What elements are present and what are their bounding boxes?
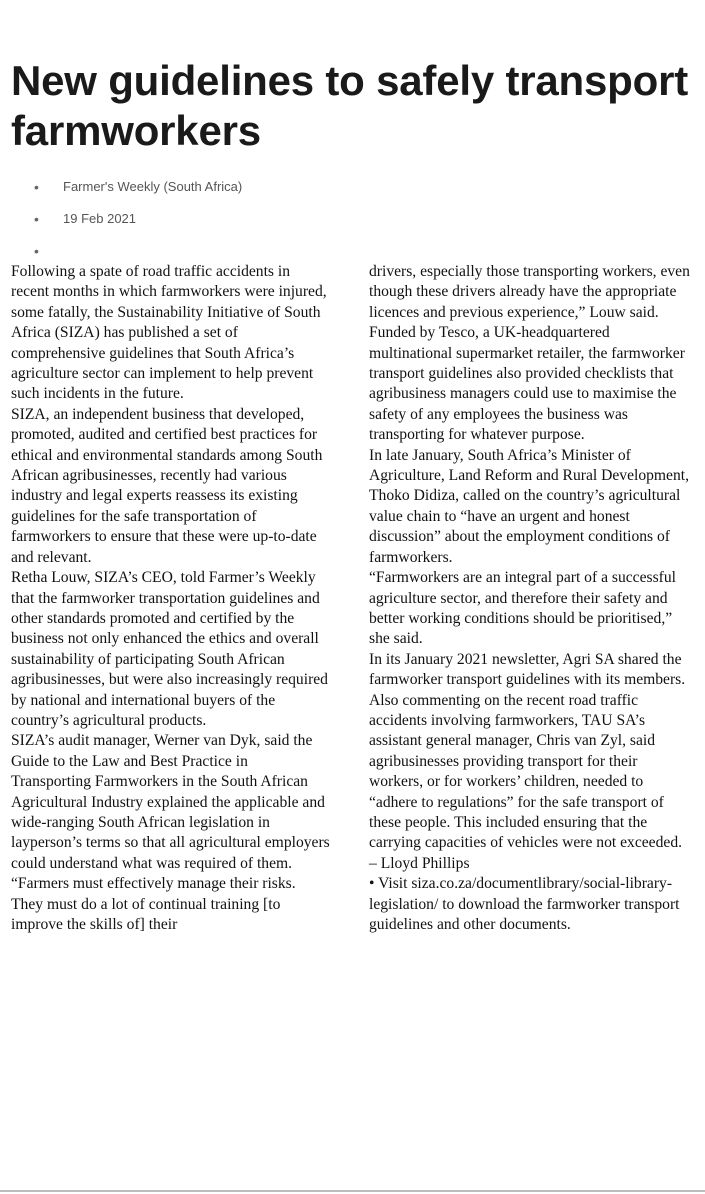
paragraph: Also commenting on the recent road traffic accidents involving farmworkers, TAU SA’s assistant general manager, Chris van Zyl, said agribusinesses providing transport for their workers, or for workers’ children, needed to “adhere to regulations” for the safe transport of these people. This included ensuring that the carrying capacities of vehicles were not exceeded. – Lloyd Phillips	[369, 691, 683, 872]
paragraph: • Visit siza.co.za/documentlibrary/social-library-legislation/ to download the farmworker transport guidelines and other documents.	[369, 875, 680, 933]
paragraph: drivers, especially those transporting workers, even though these drivers already have the appropriate licences and previous experience,” Louw said.	[369, 263, 690, 321]
bullet-icon: •	[34, 179, 39, 195]
meta-item-date	[0, 205, 242, 237]
article-column-right	[369, 262, 691, 935]
paragraph: In late January, South Africa’s Minister of Agriculture, Land Reform and Rural Development, Thoko Didiza, called on the country’s agricultural value chain to “have an urgent and honest discussion” about the employment conditions of farmworkers.	[369, 446, 690, 566]
meta-date-text: 19 Feb 2021	[63, 211, 137, 226]
meta-item-source	[0, 173, 242, 205]
article-headline: New guidelines to safely transport farmworkers	[11, 57, 689, 154]
bullet-icon: •	[34, 211, 39, 227]
paragraph: In its January 2021 newsletter, Agri SA shared the farmworker transport guidelines with its members.	[369, 650, 686, 689]
paragraph: Following a spate of road traffic accidents in recent months in which farmworkers were injured, some fatally, the Sustainability Initiative of South Africa (SIZA) has published a set of comprehensive guidelines that South Africa’s agriculture sector can implement to help prevent such incidents in the future.	[11, 263, 327, 403]
paragraph: “Farmworkers are an integral part of a successful agriculture sector, and therefore their safety and better working conditions should be prioritised,” she said.	[369, 569, 676, 648]
paragraph: “Farmers must effectively manage their risks. They must do a lot of continual training [to improve the skills of] their	[11, 875, 296, 933]
page-bottom-divider	[0, 1190, 705, 1192]
article-column-left	[11, 262, 331, 935]
paragraph: SIZA, an independent business that developed, promoted, audited and certified best practices for ethical and environmental standards among South African agribusinesses, recently had various industry and legal experts reassess its existing guidelines for the safe transportation of farmworkers to ensure that these were up-to-date and relevant.	[11, 405, 323, 566]
paragraph: SIZA’s audit manager, Werner van Dyk, said the Guide to the Law and Best Practice in Transporting Farmworkers in the South African Agricultural Industry explained the applicable and wide-ranging South African legislation in layperson’s terms so that all agricultural employers could understand what was required of them.	[11, 732, 330, 872]
bullet-icon: •	[34, 243, 39, 259]
paragraph: Retha Louw, SIZA’s CEO, told Farmer’s Weekly that the farmworker transportation guidelines and other standards promoted and certified by the business not only enhanced the ethics and overall sustainability of participating South African agribusinesses, but were also increasingly required by national and international buyers of the country’s agricultural products.	[11, 569, 328, 729]
paragraph: Funded by Tesco, a UK-headquartered multinational supermarket retailer, the farmworker transport guidelines also provided checklists that agribusiness managers could use to maximise the safety of any employees the business was transporting for whatever purpose.	[369, 324, 685, 444]
article-meta-list	[0, 173, 242, 269]
meta-source-text: Farmer's Weekly (South Africa)	[63, 179, 243, 194]
